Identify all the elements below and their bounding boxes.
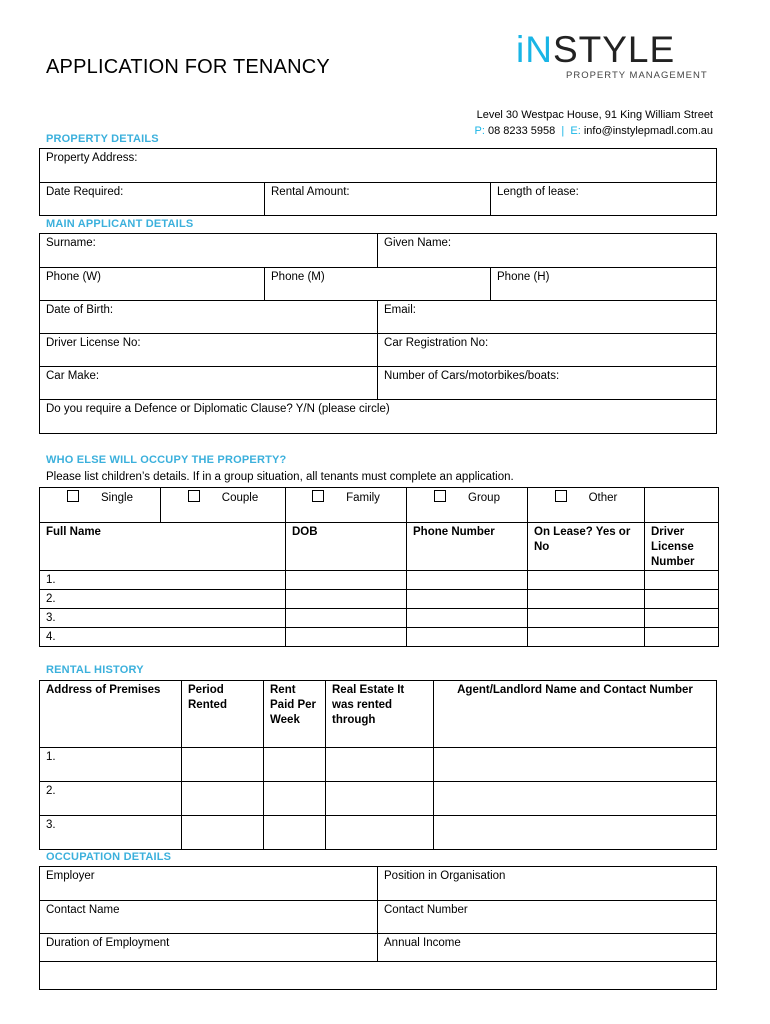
cell[interactable]	[528, 571, 645, 590]
checkbox-icon[interactable]	[188, 490, 200, 502]
cell[interactable]	[528, 590, 645, 609]
row-number[interactable]: 2.	[40, 590, 286, 609]
email-field[interactable]: Email:	[378, 301, 717, 334]
cell[interactable]	[182, 782, 264, 816]
phone-mobile-field[interactable]: Phone (M)	[265, 268, 491, 301]
cell[interactable]	[326, 748, 434, 782]
column-header-agent: Agent/Landlord Name and Contact Number	[434, 681, 717, 748]
option-other-blank[interactable]	[645, 488, 719, 523]
rental-history-table	[39, 680, 717, 850]
defence-clause-field[interactable]: Do you require a Defence or Diplomatic Clause? Y/N (please circle)	[40, 400, 717, 434]
section-heading-property: PROPERTY DETAILS	[46, 133, 159, 145]
cell[interactable]	[434, 816, 717, 850]
cell[interactable]	[326, 816, 434, 850]
given-name-field[interactable]: Given Name:	[378, 234, 717, 268]
row-number[interactable]: 3.	[40, 609, 286, 628]
logo-tagline: PROPERTY MANAGEMENT	[566, 70, 708, 81]
column-header-dob: DOB	[286, 523, 407, 571]
table-row	[40, 748, 717, 782]
car-registration-field[interactable]: Car Registration No:	[378, 334, 717, 367]
column-header-driver-license: Driver License Number	[645, 523, 719, 571]
contact-line: P: 08 8233 5958 | E: info@instylepmadl.com.au	[474, 125, 713, 137]
cell[interactable]	[286, 628, 407, 647]
property-address-field[interactable]: Property Address:	[40, 149, 717, 183]
cell[interactable]	[645, 609, 719, 628]
cell[interactable]	[182, 748, 264, 782]
cell[interactable]	[407, 590, 528, 609]
phone-work-field[interactable]: Phone (W)	[40, 268, 265, 301]
surname-field[interactable]: Surname:	[40, 234, 378, 268]
driver-license-field[interactable]: Driver License No:	[40, 334, 378, 367]
section-heading-rental-history: RENTAL HISTORY	[46, 664, 144, 676]
option-other[interactable]: Other	[528, 488, 645, 523]
cell[interactable]	[264, 782, 326, 816]
row-number[interactable]: 4.	[40, 628, 286, 647]
table-row	[40, 590, 719, 609]
column-header-real-estate: Real Estate It was rented through	[326, 681, 434, 748]
cell[interactable]	[528, 609, 645, 628]
section-heading-occupation: OCCUPATION DETAILS	[46, 851, 172, 863]
column-header-full-name: Full Name	[40, 523, 286, 571]
table-row	[40, 816, 717, 850]
occupation-table	[39, 866, 717, 990]
row-number[interactable]: 1.	[40, 571, 286, 590]
column-header-rent: Rent Paid Per Week	[264, 681, 326, 748]
column-header-period: Period Rented	[182, 681, 264, 748]
cell[interactable]	[645, 571, 719, 590]
occupants-note: Please list children’s details. If in a group situation, all tenants must complete an application.	[46, 471, 514, 483]
occupants-table	[39, 487, 719, 647]
option-couple[interactable]: Couple	[161, 488, 286, 523]
cell[interactable]	[264, 748, 326, 782]
table-row	[40, 571, 719, 590]
duration-field[interactable]: Duration of Employment	[40, 934, 378, 962]
cell[interactable]	[286, 609, 407, 628]
row-number[interactable]: 3.	[40, 816, 182, 850]
property-details-table	[39, 148, 717, 216]
checkbox-icon[interactable]	[434, 490, 446, 502]
contact-number-field[interactable]: Contact Number	[378, 901, 717, 934]
table-row	[40, 782, 717, 816]
annual-income-field[interactable]: Annual Income	[378, 934, 717, 962]
phone-home-field[interactable]: Phone (H)	[491, 268, 717, 301]
cell[interactable]	[182, 816, 264, 850]
email-address: info@instylepmadl.com.au	[583, 125, 713, 137]
section-heading-applicant: MAIN APPLICANT DETAILS	[46, 218, 194, 230]
table-row	[40, 609, 719, 628]
checkbox-icon[interactable]	[67, 490, 79, 502]
option-single[interactable]: Single	[40, 488, 161, 523]
page-title: APPLICATION FOR TENANCY	[46, 56, 330, 78]
cell[interactable]	[264, 816, 326, 850]
cell[interactable]	[286, 590, 407, 609]
date-required-field[interactable]: Date Required:	[40, 183, 265, 216]
cell[interactable]	[528, 628, 645, 647]
date-of-birth-field[interactable]: Date of Birth:	[40, 301, 378, 334]
row-number[interactable]: 1.	[40, 748, 182, 782]
position-field[interactable]: Position in Organisation	[378, 867, 717, 901]
column-header-phone: Phone Number	[407, 523, 528, 571]
option-group[interactable]: Group	[407, 488, 528, 523]
column-header-on-lease: On Lease? Yes or No	[528, 523, 645, 571]
phone-number: 08 8233 5958	[487, 125, 556, 137]
employer-field[interactable]: Employer	[40, 867, 378, 901]
blank-row[interactable]	[40, 962, 717, 990]
cell[interactable]	[407, 571, 528, 590]
rental-amount-field[interactable]: Rental Amount:	[265, 183, 491, 216]
table-row	[40, 628, 719, 647]
cell[interactable]	[326, 782, 434, 816]
length-of-lease-field[interactable]: Length of lease:	[491, 183, 717, 216]
company-logo	[516, 30, 706, 82]
cell[interactable]	[645, 628, 719, 647]
address-line: Level 30 Westpac House, 91 King William Street	[476, 109, 713, 121]
checkbox-icon[interactable]	[555, 490, 567, 502]
cell[interactable]	[407, 628, 528, 647]
main-applicant-table	[39, 233, 717, 434]
cell[interactable]	[434, 782, 717, 816]
cell[interactable]	[407, 609, 528, 628]
contact-name-field[interactable]: Contact Name	[40, 901, 378, 934]
column-header-address: Address of Premises	[40, 681, 182, 748]
logo-wordmark: iNSTYLE	[516, 29, 676, 70]
checkbox-icon[interactable]	[312, 490, 324, 502]
number-of-vehicles-field[interactable]: Number of Cars/motorbikes/boats:	[378, 367, 717, 400]
car-make-field[interactable]: Car Make:	[40, 367, 378, 400]
cell[interactable]	[434, 748, 717, 782]
section-heading-occupants: WHO ELSE WILL OCCUPY THE PROPERTY?	[46, 454, 287, 466]
option-family[interactable]: Family	[286, 488, 407, 523]
row-number[interactable]: 2.	[40, 782, 182, 816]
cell[interactable]	[286, 571, 407, 590]
cell[interactable]	[645, 590, 719, 609]
company-address	[474, 107, 713, 139]
